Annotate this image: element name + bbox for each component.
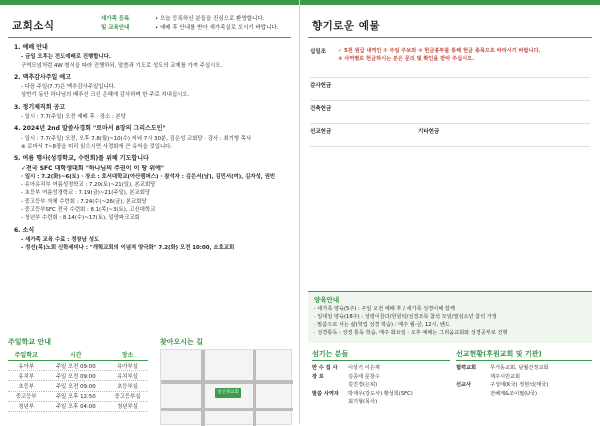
news-body bbox=[14, 44, 291, 257]
list-item bbox=[456, 373, 592, 381]
section-line: - 중고등부SFC 전국 수련회 : 8.1(목)~3(토), 고신대학교 bbox=[21, 207, 156, 214]
schedule-table bbox=[8, 349, 148, 412]
left-page bbox=[0, 0, 300, 424]
schedule-header: 장소 bbox=[107, 349, 148, 361]
list-item bbox=[456, 381, 592, 389]
schedule-cell: 주일 오전 09:00 bbox=[44, 381, 107, 391]
top-bar bbox=[300, 0, 600, 5]
section-line: - 정선(목)노회 신학세미나 : "개혁교회의 이념적 양극화" 7.2(화) 오전 10:00, 소호교회 bbox=[21, 245, 235, 252]
server-names: 이상기 이은재 bbox=[348, 365, 380, 372]
schedule-cell: 중고등부실 bbox=[107, 391, 148, 401]
map-image bbox=[160, 349, 292, 425]
page-title: 교회소식 bbox=[12, 20, 55, 32]
section-line: - 다음 주일(7.7)은 맥추감사주일입니다. bbox=[21, 84, 116, 91]
list-item bbox=[312, 381, 450, 389]
offering-note-line: ✓ 5천 원급 내역인 ① 주일 주보와 ② 헌금봉투를 통해 헌금 종목으로 바라시기 바랍니다. bbox=[338, 48, 541, 54]
section-line: - 일시 : 7.7(주일) 오전, 오후 7.8(월)~10(수) 저녁 7시 30분, 김은성 교회당 · 강사 : 최기형 목사 bbox=[21, 135, 252, 142]
servers-title: 섬기는 분들 bbox=[312, 350, 450, 361]
table-row bbox=[8, 381, 148, 391]
list-item bbox=[312, 398, 450, 406]
map-title: 찾아오시는 길 bbox=[160, 338, 204, 346]
schedule-cell: 초등부 bbox=[8, 381, 44, 391]
schedule-cell: 주일 오후 12:50 bbox=[44, 391, 107, 401]
mission-title: 선교현황(후원교회 및 기관) bbox=[456, 350, 592, 361]
right-page bbox=[300, 0, 600, 424]
top-bar bbox=[0, 0, 299, 5]
newcomer-label-1: 새가족 등록 bbox=[101, 16, 130, 22]
header-divider bbox=[8, 37, 291, 38]
section-title: 3. 정기제직회 공고 bbox=[14, 103, 66, 111]
section-title: 5. 여름 행사(성경학교, 수련회)를 위해 기도합니다 bbox=[14, 155, 149, 163]
list-item bbox=[312, 390, 450, 398]
schedule-header: 주일학교 bbox=[8, 349, 44, 361]
notice-line: · 새가족 양육(5주) : 주일 오전 예배 후 / 새가족 성경이해 함께 bbox=[314, 306, 455, 312]
schedule-cell: 주일 오전 09:00 bbox=[44, 371, 107, 381]
section-line: - 초등부 여름성경학교 : 7.19(금)~21(주일), 본교회당 bbox=[21, 190, 151, 197]
schedule-cell: 중고등부 bbox=[8, 391, 44, 401]
section-line: - 청년부 수련회 : 8.14(수)~17(토), 일양파크교회 bbox=[21, 215, 140, 222]
map-road bbox=[161, 380, 293, 384]
sunday-school-schedule bbox=[8, 337, 148, 412]
newcomer-label-2: 및 교육안내 bbox=[101, 25, 130, 31]
offering-row bbox=[310, 44, 590, 78]
notice-line: · 성경통독 : 성경 통독 학습, 매주 화요일 · 오후 예배는 그리움교회와 성경공부로 진행 bbox=[314, 330, 508, 336]
schedule-cell: 유치부 bbox=[8, 371, 44, 381]
newcomer-text-2: • 예배 후 안내를 받아 새가족실로 오시기 바랍니다. bbox=[155, 25, 279, 31]
newcomer-text-1: • 오늘 등록하신 분들을 진심으로 환영합니다. bbox=[155, 16, 265, 22]
notice-line: · 말씀으로 사는 삶(학업 성경 학습) : 매주 월-금, 12시, 밴드 bbox=[314, 322, 450, 328]
offering-section bbox=[310, 44, 590, 147]
servers-section bbox=[312, 350, 450, 406]
schedule-cell: 주일 오전 09:00 bbox=[44, 361, 107, 371]
mission-names: 무거동교회, 남월산정교회 bbox=[490, 365, 549, 372]
news-section bbox=[14, 74, 291, 100]
news-section bbox=[14, 155, 291, 222]
server-role bbox=[312, 381, 348, 389]
server-role: 장 로 bbox=[312, 373, 324, 380]
schedule-cell: 초등부실 bbox=[107, 381, 148, 391]
section-line: - 유아유치부 여름성경학교 : 7.20(토)~21(일), 본교회당 bbox=[21, 182, 156, 189]
mission-type bbox=[456, 373, 490, 381]
mission-type: 선교사 bbox=[456, 382, 472, 389]
server-role bbox=[312, 398, 348, 406]
table-row bbox=[8, 371, 148, 381]
newcomer-notice bbox=[101, 15, 279, 33]
offering-row bbox=[310, 101, 590, 124]
schedule-title: 주일학교 안내 bbox=[8, 338, 52, 346]
section-line: - 새가족 교육 수료 : 정창남 성도 bbox=[21, 236, 100, 243]
offering-note-line: ③ 사역별로 헌금하시는 분은 문의 및 확인을 받아 주십시오. bbox=[338, 56, 475, 62]
server-names: 김진경(은퇴) bbox=[348, 382, 378, 389]
section-line: - 일시 : 7.7(주일) 오전 예배 후 · 장소 : 본당 bbox=[21, 114, 126, 121]
section-line: - 금일 오후는 전도예배로 진행합니다. bbox=[21, 54, 111, 61]
mission-type: 협력교회 bbox=[456, 365, 477, 372]
schedule-cell: 주일 오후 04:00 bbox=[44, 401, 107, 411]
page-title: 향기로운 예물 bbox=[312, 20, 381, 32]
section-title: 1. 예배 안내 bbox=[14, 44, 48, 51]
news-section bbox=[14, 125, 291, 151]
offering-label: 기타헌금 bbox=[418, 129, 440, 135]
offering-note bbox=[338, 47, 590, 63]
header-divider bbox=[308, 37, 592, 38]
map-road bbox=[161, 408, 293, 411]
map-road bbox=[201, 350, 205, 426]
schedule-cell: 유아부실 bbox=[107, 361, 148, 371]
section-line: ※ 로마서 7~8장을 미리 읽으시면 사경회에 큰 유익을 것입니다. bbox=[21, 143, 173, 150]
mission-names: 구성태(K국) 정현석(태국) bbox=[490, 382, 549, 389]
server-names: 김종태 문창수 bbox=[348, 373, 380, 380]
schedule-cell: 유치부실 bbox=[107, 371, 148, 381]
schedule-cell: 유아부 bbox=[8, 361, 44, 371]
section-title: 2. 맥추감사주일 예고 bbox=[14, 73, 72, 81]
news-section bbox=[14, 104, 291, 122]
section-line: 상반기 동안 하나님의 베푸신 크신 은혜에 감사하며 한 주로 지내십시오. bbox=[21, 92, 190, 99]
church-marker: 일신정교회 bbox=[215, 388, 241, 398]
offering-label: 건축헌금 bbox=[310, 106, 332, 112]
news-section bbox=[14, 227, 291, 253]
section-line: · 일시 : 7.2(화)~6(토) · 장소 : 호서대학교(아산캠퍼스) · 참석자 : 김은서(남), 김민서(여), 김자성, 권빈 bbox=[21, 173, 276, 180]
list-item bbox=[456, 364, 592, 372]
table-row bbox=[8, 401, 148, 411]
server-role: 반 수 집 사 bbox=[312, 365, 338, 372]
section-line: - 중고등부 자체 수련회 : 7.24(수)~26(금), 본교회당 bbox=[21, 198, 147, 205]
table-row bbox=[8, 391, 148, 401]
offering-label: 감사헌금 bbox=[310, 83, 332, 89]
section-line: 구역모임처럼 4W 형식을 따라 진행하되, 말씀과 기도로 성도의 교제를 가져 주십시오. bbox=[21, 62, 223, 69]
offering-label: 선교헌금 bbox=[310, 129, 332, 135]
news-section bbox=[14, 44, 291, 70]
mission-section bbox=[456, 350, 592, 398]
offering-label: 십일조 bbox=[310, 49, 326, 55]
list-item bbox=[312, 364, 450, 372]
table-row bbox=[8, 361, 148, 371]
list-item bbox=[456, 390, 592, 398]
server-names: 박재우(강도사) 황성희(SFC) bbox=[348, 390, 413, 397]
section-title: 6. 소식 bbox=[14, 226, 35, 234]
mission-type bbox=[456, 390, 490, 398]
section-title: 4. 2024년 2nd 말씀사경회 "로마서 8장의 그리스도인" bbox=[14, 125, 166, 133]
list-item bbox=[312, 373, 450, 381]
schedule-cell: 청년부 bbox=[8, 401, 44, 411]
offering-row bbox=[310, 78, 590, 101]
notice-title: 양육안내 bbox=[314, 296, 340, 304]
directions-map bbox=[160, 337, 292, 425]
server-names: 최기형(목사) bbox=[348, 399, 378, 406]
map-road bbox=[253, 350, 256, 426]
mission-names: 제주시민교회 bbox=[490, 373, 521, 380]
schedule-cell: 청년부실 bbox=[107, 401, 148, 411]
offering-row bbox=[310, 124, 590, 147]
education-notice bbox=[308, 291, 592, 343]
section-line: ✓전국 SFC 대학생대회 "하나님의 주권이 이 땅 위에" bbox=[21, 164, 165, 172]
schedule-header: 시간 bbox=[44, 349, 107, 361]
mission-names: 전혜계&조이필(U국) bbox=[490, 390, 537, 397]
notice-line: · 일대일 양육(18주) : 성령이끌다/한원탁/성경조목 참석 모임/열심소년 참석 가정 bbox=[314, 314, 497, 320]
server-role: 말씀 사역자 bbox=[312, 390, 339, 397]
